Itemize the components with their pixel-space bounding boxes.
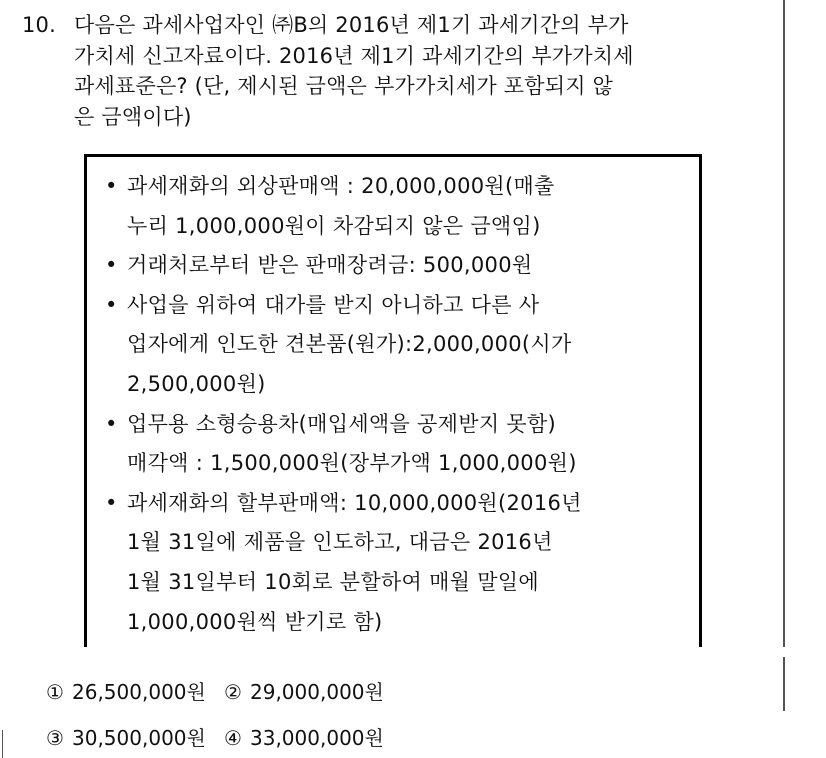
list-item-continuation: 매각액 : 1,500,000원(장부가액 1,000,000원)	[127, 451, 577, 476]
choice-2[interactable]: ② 29,000,000원	[224, 680, 384, 704]
list-item-continuation: 업자에게 인도한 견본품(원가):2,000,000(시가	[127, 332, 572, 357]
page-margin-line	[2, 730, 3, 758]
circled-number-3-icon: ③	[46, 726, 64, 750]
question-text-line: 다음은 과세사업자인 ㈜B의 2016년 제1기 과세기간의 부가	[74, 13, 629, 37]
circled-number-4-icon: ④	[224, 726, 242, 750]
list-item-continuation: 누리 1,000,000원이 차감되지 않은 금액임)	[127, 213, 541, 238]
list-item: • 업무용 소형승용차(매입세액을 공제받지 못함)	[105, 405, 693, 445]
choice-1[interactable]: ① 26,500,000원	[46, 680, 206, 704]
list-item-continuation: 1,000,000원씩 받기로 함)	[127, 609, 383, 634]
question-stem	[22, 10, 772, 132]
question-text-line: 과세표준은? (단, 제시된 금액은 부가가치세가 포함되지 않	[74, 74, 614, 98]
question-text-line: 가치세 신고자료이다. 2016년 제1기 과세기간의 부가가치세	[74, 43, 634, 68]
list-item: • 사업을 위하여 대가를 받지 아니하고 다른 사	[105, 286, 693, 326]
bullet-icon: •	[105, 292, 118, 317]
data-list	[105, 167, 693, 642]
choice-3[interactable]: ③ 30,500,000원	[46, 726, 206, 750]
page-column-divider-lower	[783, 657, 785, 711]
data-box	[84, 154, 702, 647]
bullet-icon: •	[105, 174, 118, 198]
choice-4[interactable]: ④ 33,000,000원	[224, 726, 384, 750]
bullet-icon: •	[105, 411, 118, 436]
bullet-icon: •	[105, 490, 118, 515]
list-item: • 거래처로부터 받은 판매장려금: 500,000원	[105, 246, 693, 286]
list-item: • 과세재화의 할부판매액: 10,000,000원(2016년	[105, 484, 693, 524]
list-item-continuation: 2,500,000원)	[127, 371, 266, 396]
list-item-continuation: 1월 31일부터 10회로 분할하여 매월 말일에	[127, 569, 539, 594]
list-item-continuation: 1월 31일에 제품을 인도하고, 대금은 2016년	[127, 530, 553, 555]
question-text-line: 은 금액이다)	[74, 104, 192, 129]
bullet-icon: •	[105, 253, 118, 278]
list-item: • 과세재화의 외상판매액 : 20,000,000원(매출	[105, 167, 693, 207]
page-column-divider	[783, 0, 785, 647]
circled-number-2-icon: ②	[224, 680, 242, 704]
circled-number-1-icon: ①	[46, 680, 64, 704]
question-number: 10.	[22, 13, 56, 37]
